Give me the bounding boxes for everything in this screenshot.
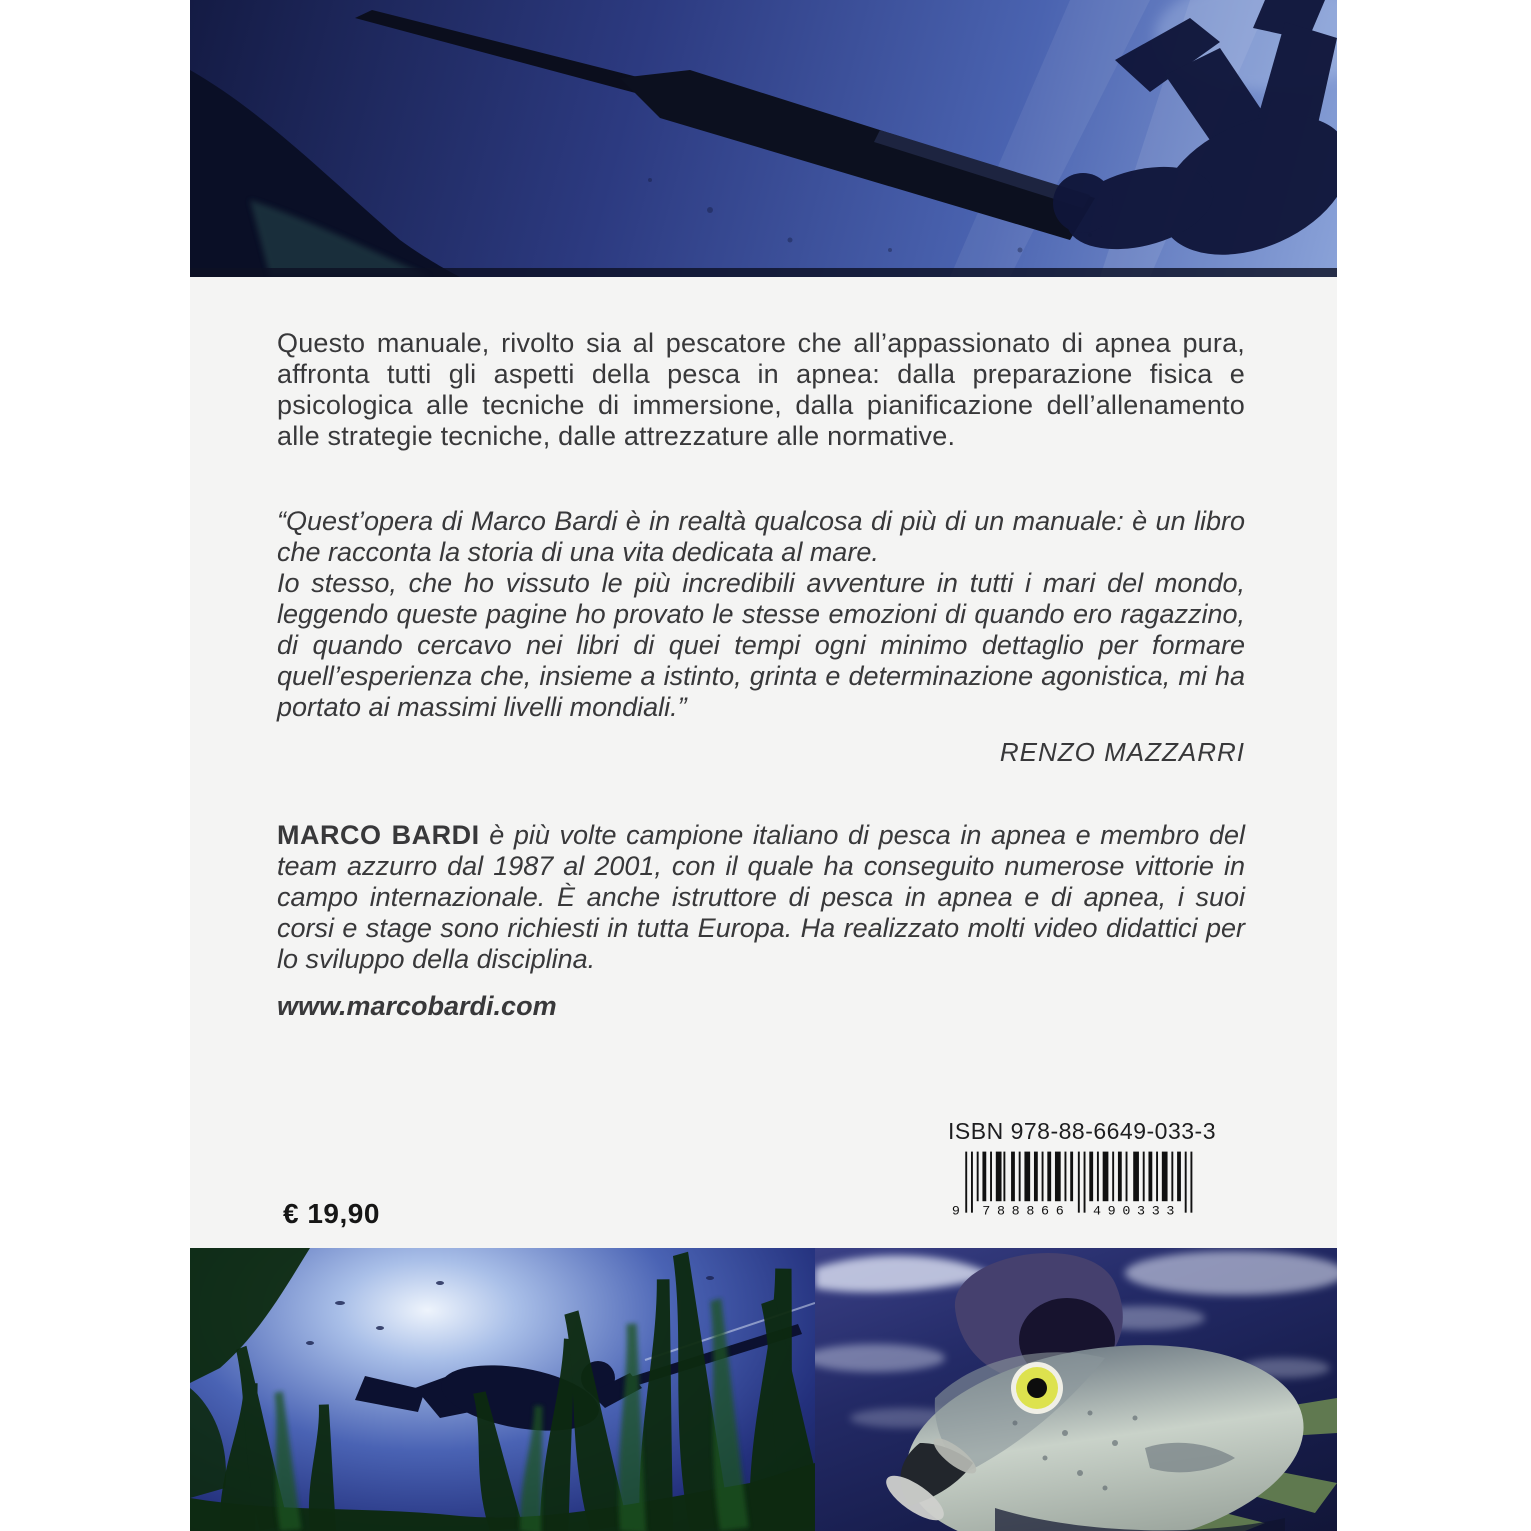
bottom-right-illustration (815, 1248, 1337, 1531)
quote-part1: “Quest’opera di Marco Bardi è in realtà qualcosa di più di un manuale: è un libro che racconta la storia di una vita dedicata al mare. (277, 506, 1245, 567)
isbn-block (948, 1118, 1216, 1225)
isbn-label: ISBN 978-88-6649-033-3 (948, 1118, 1216, 1144)
top-photo-illustration (190, 0, 1337, 277)
photo-edge-shadow (190, 268, 1337, 277)
top-photo-diver-speargun (190, 0, 1337, 277)
website-text: www.marcobardi.com (277, 991, 557, 1021)
back-cover-text (277, 328, 1245, 1022)
price-label: € 19,90 (283, 1198, 380, 1229)
barcode-digit-left: 9 (951, 1204, 960, 1220)
quote-block (277, 506, 1245, 723)
bottom-left-illustration (190, 1248, 815, 1531)
small-fish-specks (306, 1276, 714, 1345)
barcode-digits-group1: 788866 (982, 1204, 1071, 1220)
author-name: MARCO BARDI (277, 820, 480, 850)
back-cover (190, 0, 1337, 1531)
bio-text: è più volte campione italiano di pesca in apnea e membro del team azzurro dal 1987 al 2001, con il quale ha conseguito numerose vittorie in campo internazionale. È anche istruttore di pesca in apnea e di apnea, i suoi corsi e stage sono richiesti in tutta Europa. Ha realizzato molti video didattici per lo sviluppo della disciplina. (277, 820, 1245, 974)
bottom-right-photo-fish-diver (815, 1248, 1337, 1531)
quote-attribution: RENZO MAZZARRI (999, 737, 1245, 767)
description-paragraph: Questo manuale, rivolto sia al pescatore che all’appassionato di apnea pura, affronta tutti gli aspetti della pesca in apnea: dalla preparazione fisica e psicologica alle tecniche di immersione, dalla pianificazione dell’allenamento alle strategie tecniche, dalle attrezzature alle normative. (277, 328, 1245, 451)
quote-part2: Io stesso, che ho vissuto le più incredibili avventure in tutti i mari del mondo, leggendo queste pagine ho provato le stesse emozioni di quando ero ragazzino, di quando cercavo nei libri di quei tempi ogni minimo dettaglio per formare quell’esperienza che, insieme a istinto, grinta e determinazione agonistica, mi ha portato ai massimi livelli mondiali.” (277, 568, 1245, 722)
bio-paragraph (277, 820, 1245, 975)
barcode-digits-group2: 490333 (1092, 1204, 1182, 1220)
bottom-left-photo-spearfisher-seagrass (190, 1248, 815, 1531)
fish-eye (1011, 1362, 1063, 1414)
ean13-barcode (950, 1150, 1200, 1220)
